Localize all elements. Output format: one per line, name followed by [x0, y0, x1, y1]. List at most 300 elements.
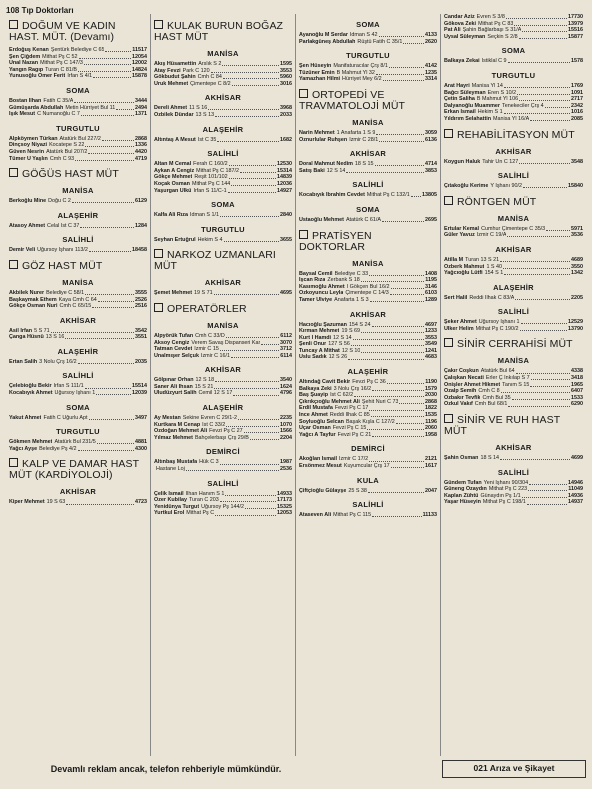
listing-row	[444, 21, 583, 28]
listing-row	[9, 54, 147, 61]
listing-name: Özkul Vakıf	[444, 401, 473, 408]
dot-leader	[361, 277, 425, 282]
listing-phone: 13805	[422, 192, 437, 199]
listing-row	[9, 111, 147, 118]
listing-row	[299, 386, 437, 393]
listing-phone: 18458	[132, 247, 147, 254]
listing-row	[444, 401, 583, 408]
listing-row	[444, 368, 583, 375]
city-heading: AKHİSAR	[349, 309, 387, 319]
city-heading: KULA	[356, 475, 380, 485]
listing-row	[299, 354, 437, 361]
city-heading: MANİSA	[352, 117, 384, 127]
city-heading: TURGUTLU	[491, 70, 536, 80]
listing-address: Hürriyet Mey 6/2	[342, 76, 382, 83]
listing-phone: 4714	[425, 161, 437, 168]
dot-leader	[389, 63, 424, 68]
listing-address: Celal İst C 37	[47, 222, 80, 229]
listing-row	[299, 328, 437, 335]
checkbox-square-icon	[154, 303, 163, 312]
listing-row	[299, 512, 437, 519]
category-heading	[444, 338, 583, 350]
listing-address: Şahin Bağlarbaşı S 31/A	[462, 27, 522, 34]
listing-address: İrfan S 111/1	[53, 383, 84, 390]
dot-leader	[85, 142, 134, 147]
listing-row	[444, 109, 583, 116]
dot-leader	[75, 156, 134, 161]
listing-phone: 2205	[571, 294, 583, 301]
dot-leader	[411, 192, 421, 197]
dot-leader	[244, 428, 279, 433]
listing-phone: 1289	[425, 296, 437, 303]
listing-name: Uludüzyurt Salih	[154, 390, 197, 397]
listing-address: Manisa Yl 14	[471, 82, 503, 89]
dot-leader	[530, 116, 570, 121]
listing-address: 127 S 56	[328, 341, 350, 348]
listing-name: Şeker Ahmet	[444, 319, 477, 326]
listing-name: İnce Ahmet	[299, 412, 328, 419]
dot-leader	[545, 103, 570, 108]
listing-name: Koygun Haluk	[444, 158, 481, 165]
listing-name: Baysal Cemil	[299, 270, 333, 277]
listing-phone: 2868	[425, 398, 437, 405]
listing-phone: 2868	[135, 135, 147, 142]
listing-row	[299, 348, 437, 355]
listing-name: Onişler Ahmet Hikmet	[444, 381, 501, 388]
listing-address: 15 S 21	[194, 383, 214, 390]
listing-row	[154, 353, 292, 360]
listing-row	[154, 384, 292, 391]
dot-leader	[225, 491, 276, 496]
listing-address: Rüştü Fatih C 35/1	[357, 38, 403, 45]
listing-name: Kalfa Ali Rıza	[154, 212, 188, 219]
category-heading	[9, 260, 147, 272]
listing-name: Özbakır Tevfik	[444, 394, 481, 401]
dot-leader	[371, 412, 424, 417]
listing-name: Alpköymen Türkan	[9, 135, 58, 142]
listing-row	[154, 459, 292, 466]
dot-leader	[226, 333, 279, 338]
city-heading: SALİHLİ	[497, 171, 530, 181]
listing-phone: 3555	[135, 289, 147, 296]
listing-address: 3 Nolu Çrş 16/2	[39, 358, 77, 365]
listing-address: Atatürk Bul 231/5	[54, 439, 96, 446]
listing-address: 12 S 10	[341, 347, 361, 354]
listing-row	[9, 67, 147, 74]
checkbox-square-icon	[154, 249, 163, 258]
listing-row	[154, 81, 292, 88]
listing-address: Mithat Pş C 223	[488, 486, 528, 493]
column-3	[296, 14, 441, 756]
city-heading: SOMA	[211, 200, 235, 210]
listing-name: Erdoğuş Kenan	[9, 47, 49, 53]
dot-leader	[92, 303, 134, 308]
listing-address: Mithat Pş C 132/1	[366, 192, 410, 199]
listing-row	[9, 98, 147, 105]
listing-address: Yeni İşhanı 90/304	[483, 479, 529, 486]
listing-phone: 3968	[280, 105, 292, 112]
listing-address: Verem Savaş Dispanseri Kar	[191, 339, 261, 346]
listing-address: Tenekeciler Çrş 4	[502, 102, 544, 109]
listing-row	[9, 303, 147, 310]
dot-leader	[229, 174, 276, 179]
listing-row	[299, 399, 437, 406]
checkbox-square-icon	[444, 338, 453, 347]
dot-leader	[186, 466, 279, 471]
category-heading	[9, 168, 147, 180]
listing-row	[154, 497, 292, 504]
listing-phone: 1342	[571, 270, 583, 277]
listing-name: Gökmen Mehmet	[9, 439, 53, 446]
city-heading: SALİHLİ	[207, 149, 239, 159]
listing-address: Fevzi Pş C 21	[337, 431, 372, 438]
city-heading: ALAŞEHİR	[57, 210, 99, 220]
listing-phone: 3551	[135, 334, 147, 341]
listing-name: Satış Baki	[299, 167, 325, 174]
listing-name: Altıntaş A Mesut	[154, 136, 196, 143]
listing-phone: 1535	[425, 412, 437, 419]
listing-address: 19 S 63	[46, 499, 66, 506]
dot-leader	[231, 181, 276, 186]
dot-leader	[215, 377, 279, 382]
listing-name: Özkoyuncu Leyla	[299, 290, 344, 297]
listing-address: C Numanoğlu C 7	[37, 111, 80, 118]
dot-leader	[228, 188, 276, 193]
listing-name: Asil İrfan	[9, 327, 33, 334]
dot-leader	[79, 54, 131, 59]
dot-leader	[93, 73, 131, 78]
listing-address: Park C 120	[182, 67, 210, 74]
listing-address: 3 Nolu Çrş 16/2	[333, 385, 372, 392]
listing-name: Özberk Mahmut	[444, 263, 485, 270]
listing-phone: 3553	[425, 334, 437, 341]
listing-row	[9, 290, 147, 297]
listing-row	[154, 188, 292, 195]
listing-name: Altınbaş Mustafa	[154, 459, 198, 466]
listing-address: İlhan Hanım S 1	[185, 490, 225, 497]
listing-row	[154, 181, 292, 188]
listing-phone: 13979	[568, 20, 583, 27]
listing-address: Kocatepe S 22	[49, 142, 85, 149]
listing-name: Doral Mahmut Nedim	[299, 161, 353, 168]
listing-row	[444, 58, 583, 65]
listing-phone: 4723	[135, 499, 147, 506]
category-heading	[154, 249, 292, 272]
city-heading: MANİSA	[207, 320, 239, 330]
listing-row	[444, 116, 583, 123]
directory-columns	[6, 14, 586, 756]
listing-row	[299, 137, 437, 144]
listing-name: Ayanoğlu M Serdar	[299, 32, 348, 38]
listing-phone: 1578	[571, 58, 583, 65]
listing-row	[299, 412, 437, 419]
listing-phone: 12053	[277, 510, 292, 517]
listing-phone: 2121	[425, 456, 437, 463]
listing-name: Kocabıyık Ahmet	[9, 390, 53, 397]
listing-phone: 15516	[568, 27, 583, 34]
dot-leader	[89, 415, 135, 420]
listing-row	[444, 159, 583, 166]
dot-leader	[500, 455, 570, 460]
listing-address: Mithat Pş C 83	[478, 20, 514, 27]
dot-leader	[531, 375, 570, 380]
listing-address: 18 S 14	[480, 455, 500, 462]
listing-phone: 17730	[568, 14, 583, 20]
dot-leader	[517, 90, 570, 95]
listing-phone: 1617	[425, 463, 437, 469]
listing-address: 13 S 16	[45, 334, 65, 341]
city-heading: SOMA	[501, 46, 526, 56]
listing-name: Atay Fevzi	[154, 67, 181, 74]
listing-address: Fevzi Pş C 17	[334, 405, 369, 412]
listing-address: Cmh C 93	[49, 155, 75, 162]
listing-row	[9, 136, 147, 143]
dot-leader	[84, 60, 131, 65]
dot-leader	[369, 271, 424, 276]
listing-address: Hekim S 4	[197, 236, 223, 243]
listing-name: Ünal Nazan	[9, 60, 39, 67]
listing-address: Cumhur Çimentepe C 35/3	[481, 225, 546, 232]
listing-name: Çalışkan Necati	[444, 375, 484, 382]
listing-row	[154, 290, 292, 297]
listing-phone: 6114	[280, 352, 292, 359]
listing-name: Yılmaz Mehmet	[154, 434, 193, 441]
listing-address: 154 S 1	[484, 270, 504, 277]
dot-leader	[370, 297, 424, 302]
listing-address: Ferah C 160/2	[193, 161, 228, 168]
listing-row	[444, 103, 583, 110]
listing-address: İ Gökçen Bul 16/2	[346, 283, 390, 290]
listing-phone: 3146	[425, 283, 437, 290]
dot-leader	[220, 497, 276, 502]
listing-name: Balkaya Zekai	[444, 58, 480, 65]
listing-phone: 1016	[571, 109, 583, 116]
city-heading: SALİHLİ	[207, 478, 239, 488]
listing-address: Evren S 3/8	[476, 14, 505, 20]
dot-leader	[238, 415, 279, 420]
listing-name: Gökova Zeki	[444, 20, 477, 27]
listing-name: Balkaya Zeki	[299, 385, 332, 392]
listing-phone: 11517	[132, 47, 147, 53]
listing-row	[299, 63, 437, 70]
listing-row	[154, 137, 292, 144]
category-title: KULAK BURUN BOĞAZ HAST MÜT	[154, 20, 284, 43]
dot-leader	[250, 435, 279, 440]
listing-phone: 15878	[132, 73, 147, 80]
listing-phone: 1533	[571, 394, 583, 401]
listing-name: Candar Aziz	[444, 14, 475, 20]
listing-name: Kaplan Zühtü	[444, 492, 479, 499]
listing-phone: 1235	[425, 69, 437, 76]
dot-leader	[372, 512, 421, 517]
listing-address: İzmir C 15	[194, 346, 219, 353]
listing-name: Tamer Ulviye	[299, 296, 333, 303]
city-heading: DEMİRCİ	[351, 444, 385, 454]
city-heading: ALAŞEHİR	[202, 124, 244, 134]
dot-leader	[223, 74, 279, 79]
listing-row	[444, 486, 583, 493]
listing-name: Kurt İ Hamdi	[299, 334, 332, 341]
city-heading: ALAŞEHİR	[202, 403, 244, 413]
listing-row	[299, 277, 437, 284]
dot-leader	[514, 21, 567, 26]
category-title: OPERATÖRLER	[167, 302, 247, 315]
listing-phone: 13790	[568, 325, 583, 332]
listing-address: İst C 35	[197, 136, 217, 143]
listing-address: Cmh C 84	[197, 74, 222, 81]
listing-address: Eren S 10/2	[487, 89, 517, 96]
dot-leader	[85, 383, 131, 388]
city-heading: MANİSA	[207, 49, 239, 58]
listing-phone: 4683	[425, 354, 437, 361]
dot-leader	[240, 168, 276, 173]
listing-address: Fatih C 35/A	[43, 97, 74, 104]
dot-leader	[503, 264, 570, 269]
listing-address: Günaydın Pş 1/1	[480, 492, 521, 499]
listing-address: Mithat Pş C 198/1	[482, 499, 526, 506]
dot-leader	[220, 212, 279, 217]
listing-name: Hacıoğlu Şazuman	[299, 321, 347, 328]
category-heading	[9, 458, 147, 481]
listing-row	[154, 415, 292, 422]
listing-phone: 1579	[425, 385, 437, 392]
listing-row	[299, 341, 437, 348]
listing-address: Fevzi Pş C 15	[332, 425, 367, 432]
listing-phone: 3853	[425, 167, 437, 174]
dot-leader	[74, 98, 134, 103]
listing-row	[9, 149, 147, 156]
city-heading: AKHİSAR	[204, 365, 242, 375]
listing-row	[299, 70, 437, 77]
listing-name: Güven Nesrin	[9, 148, 45, 155]
listing-row	[299, 284, 437, 291]
listing-address: Atatürk C 61/A	[345, 216, 381, 223]
listing-row	[299, 419, 437, 426]
dot-leader	[504, 83, 570, 88]
listing-phone: 1195	[425, 277, 437, 284]
listing-name: Tuncay A Mithat	[299, 347, 340, 354]
listing-phone: 1233	[425, 328, 437, 335]
listing-row	[154, 68, 292, 75]
listing-row	[299, 425, 437, 432]
listing-phone: 3059	[425, 129, 437, 136]
dot-leader	[379, 137, 424, 142]
listing-address: B Mahmut Yl 106	[476, 96, 519, 103]
listing-phone: 1566	[280, 428, 292, 435]
listing-row	[9, 156, 147, 163]
listing-address: Kaya Cmh C 64	[58, 296, 97, 303]
listing-row	[299, 271, 437, 278]
listing-address: Y İşhanı 90/2	[490, 183, 523, 190]
listing-phone: 4796	[280, 390, 292, 397]
dot-leader	[522, 27, 567, 32]
listing-phone: 4142	[425, 63, 437, 70]
dot-leader	[507, 232, 570, 237]
listing-name: Yağcı Ayşe	[9, 445, 38, 452]
listing-name: Şen Çiğdem	[9, 53, 41, 60]
listing-address: 12 S 18	[195, 377, 215, 384]
category-title: SİNİR VE RUH HAST MÜT	[444, 414, 561, 438]
listing-name: Berkoğlu Mine	[9, 198, 47, 205]
column-4	[441, 14, 586, 756]
listing-address: İzmir C 17/2	[339, 456, 369, 463]
listing-name: Kurtkara M Cenap	[154, 421, 201, 428]
listing-name: Yakut Ahmet	[9, 414, 42, 421]
listing-phone: 1284	[135, 222, 147, 229]
listing-name: Narin Mehmet	[299, 129, 335, 136]
listing-phone: 11133	[422, 512, 437, 519]
dot-leader	[399, 399, 424, 404]
complaint-line-box: 021 Arıza ve Şikayet	[442, 760, 586, 778]
listing-name: Gökçe Mehmet	[154, 174, 193, 181]
listing-phone: 1408	[425, 270, 437, 277]
dot-leader	[224, 237, 279, 242]
category-heading	[299, 89, 437, 112]
listing-row	[9, 446, 147, 453]
listing-row	[444, 326, 583, 333]
listing-phone: 6407	[571, 388, 583, 395]
listing-name: Akbilek Nurer	[9, 289, 45, 296]
city-heading: AKHİSAR	[495, 146, 532, 156]
footer-notice: Devamlı reklam ancak, telefon rehberiyle mümkündür.	[50, 764, 282, 774]
listing-row	[9, 198, 147, 205]
listing-row	[444, 14, 583, 21]
listing-row	[299, 161, 437, 168]
listing-name: Özbilek Dündar	[154, 111, 194, 118]
listing-row	[444, 455, 583, 462]
listing-address: Erler Ç İnkılap S 7	[485, 375, 530, 382]
listing-address: Reddi İlhak C 85	[329, 412, 370, 419]
listing-address: Hastane Loj	[156, 466, 185, 473]
dot-leader	[508, 58, 570, 63]
listing-phone: 3444	[135, 97, 147, 104]
listing-address: 18 S 15	[354, 161, 374, 168]
listing-row	[299, 168, 437, 175]
dot-leader	[376, 130, 424, 135]
listing-name: Yıldırım Selahattin	[444, 115, 492, 122]
listing-phone: 2030	[425, 392, 437, 399]
dot-leader	[500, 257, 570, 262]
listing-name: Alpyörük Tufan	[154, 332, 194, 339]
listing-name: Yurtkul Erol	[154, 510, 185, 517]
listing-phone: 2840	[280, 212, 292, 219]
checkbox-square-icon	[9, 458, 18, 467]
listing-phone: 2342	[571, 102, 583, 109]
listing-row	[444, 83, 583, 90]
listing-row	[444, 183, 583, 190]
listing-name: Akış Hüsamettin	[154, 61, 197, 67]
listing-name: Çanga Hüsnü	[9, 334, 44, 341]
dot-leader	[214, 384, 279, 389]
listing-phone: 1682	[280, 136, 292, 143]
listing-phone: 6112	[280, 332, 292, 339]
category-title: ORTOPEDİ VE TRAVMATOLOJİ MÜT	[299, 88, 406, 112]
dot-leader	[387, 379, 425, 384]
listing-phone: 2033	[280, 111, 292, 118]
dot-leader	[361, 328, 424, 333]
listing-phone: 2060	[425, 425, 437, 432]
listing-name: İşcan Rıza	[299, 277, 326, 284]
dot-leader	[501, 388, 570, 393]
dot-leader	[215, 510, 276, 515]
listing-row	[299, 39, 437, 46]
listing-phone: 3542	[135, 327, 147, 334]
city-heading: ALAŞEHİR	[57, 346, 99, 356]
listing-name: Çakır Coşkun	[444, 368, 479, 375]
city-heading: SOMA	[66, 85, 90, 95]
listing-phone: 5971	[571, 225, 583, 232]
category-heading	[299, 230, 437, 253]
